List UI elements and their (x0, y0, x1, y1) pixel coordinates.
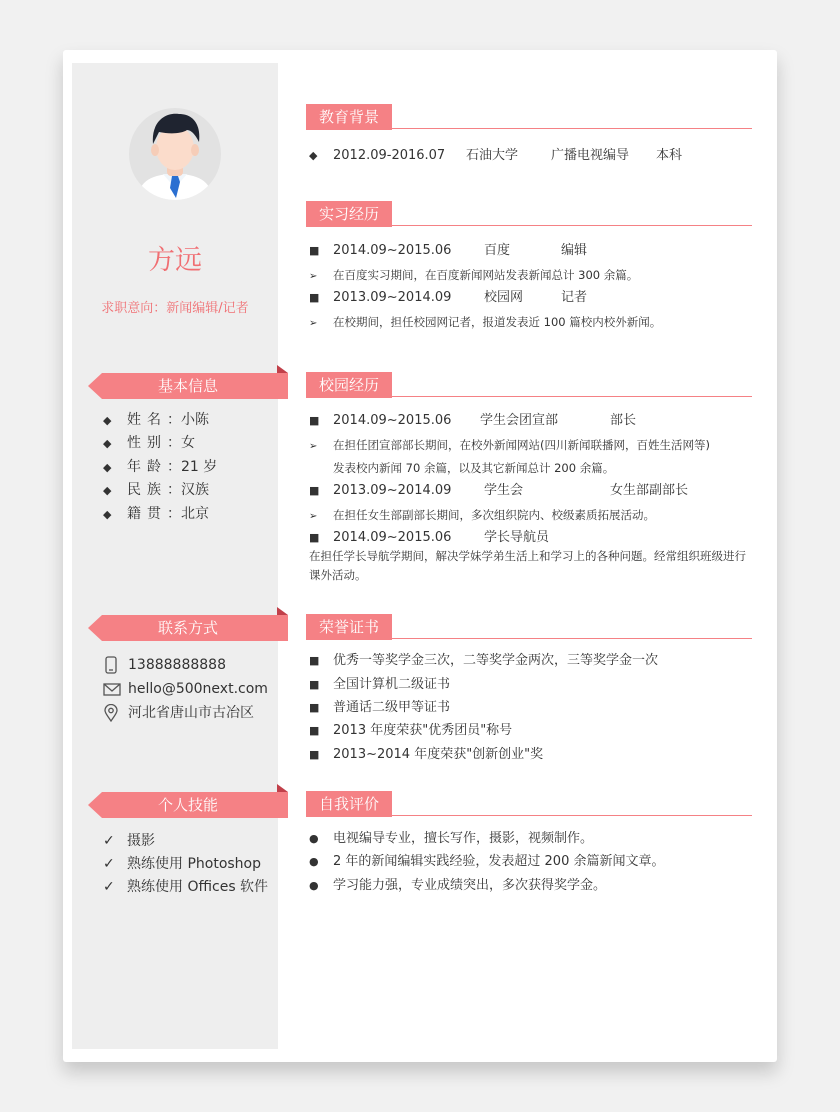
check-icon: ✓ (103, 856, 115, 872)
campus-header (306, 372, 752, 398)
internship-title: 实习经历 (306, 201, 392, 227)
info-row-name: ◆ 姓名：小陈 (103, 412, 209, 428)
internship-entry: ■ 2014.09~2015.06 百度 编辑 (309, 243, 588, 258)
campus-desc: ➢ 在担任女生部副部长期间，多次组织院内、校级素质拓展活动。 (309, 508, 655, 522)
campus-entry: ■ 2013.09~2014.09 学生会 女生部副部长 (309, 483, 689, 498)
self-eval-item: ● 2 年的新闻编辑实践经验，发表超过 200 余篇新闻文章。 (309, 854, 665, 869)
job-intent: 求职意向：新闻编辑/记者 (101, 301, 249, 316)
check-icon: ✓ (103, 879, 115, 895)
skills-title: 个人技能 (157, 796, 218, 814)
honor-item: ■ 2013~2014 年度荣获"创新创业"奖 (309, 747, 544, 762)
internship-entry: ■ 2013.09~2014.09 校园网 记者 (309, 290, 588, 305)
info-row-gender: ◆ 性别：女 (103, 435, 195, 451)
info-row-hometown: ◆ 籍贯：北京 (103, 506, 209, 522)
campus-entry: ■ 2014.09~2015.06 学长导航员 (309, 530, 550, 545)
campus-title: 校园经历 (306, 372, 392, 398)
info-row-age: ◆ 年龄：21 岁 (103, 459, 218, 475)
self-eval-header (306, 791, 752, 817)
honor-item: ■ 2013 年度荣获"优秀团员"称号 (309, 723, 513, 738)
basic-info-header (88, 373, 288, 399)
contact-title: 联系方式 (157, 619, 218, 637)
check-icon: ✓ (103, 833, 115, 849)
internship-desc: ➢ 在百度实习期间，在百度新闻网站发表新闻总计 300 余篇。 (309, 268, 639, 282)
phone-icon (103, 656, 119, 674)
honor-item: ■ 优秀一等奖学金三次，二等奖学金两次，三等奖学金一次 (309, 653, 659, 668)
campus-desc-plain: 在担任学长导航学期间，解决学妹学弟生活上和学习上的各种问题。经常组织班级进行课外活动。 (309, 549, 746, 582)
honor-item: ■ 全国计算机二级证书 (309, 677, 451, 692)
education-header (306, 104, 752, 130)
sidebar (72, 63, 278, 1049)
location-pin-icon (103, 704, 119, 722)
self-eval-title: 自我评价 (306, 791, 392, 817)
mail-icon (103, 680, 121, 698)
internship-header (306, 201, 752, 227)
info-row-ethnicity: ◆ 民族：汉族 (103, 482, 209, 498)
skill-item: ✓ 摄影 (103, 833, 155, 849)
honor-item: ■ 普通话二级甲等证书 (309, 700, 451, 715)
campus-desc-cont: 发表校内新闻 70 余篇，以及其它新闻总计 200 余篇。 (333, 461, 615, 475)
basic-info-title: 基本信息 (157, 377, 218, 395)
education-row: ◆ 2012.09-2016.07 石油大学 广播电视编导 本科 (309, 148, 683, 163)
campus-entry: ■ 2014.09~2015.06 学生会团宣部 部长 (309, 413, 637, 428)
avatar (129, 108, 221, 200)
self-eval-item: ● 学习能力强，专业成绩突出，多次获得奖学金。 (309, 878, 607, 893)
contact-header (88, 615, 288, 641)
internship-desc: ➢ 在校期间，担任校园网记者，报道发表近 100 篇校内校外新闻。 (309, 315, 662, 329)
skills-header (88, 792, 288, 818)
education-title: 教育背景 (306, 104, 392, 130)
candidate-name: 方远 (148, 245, 202, 276)
campus-desc: ➢ 在担任团宣部部长期间，在校外新闻网站(四川新闻联播网，百姓生活网等) (309, 438, 710, 452)
skill-item: ✓ 熟练使用 Offices 软件 (103, 879, 269, 895)
honors-title: 荣誉证书 (306, 614, 392, 640)
skill-item: ✓ 熟练使用 Photoshop (103, 856, 262, 872)
self-eval-item: ● 电视编导专业，擅长写作，摄影，视频制作。 (309, 831, 594, 846)
honors-header (306, 614, 752, 640)
